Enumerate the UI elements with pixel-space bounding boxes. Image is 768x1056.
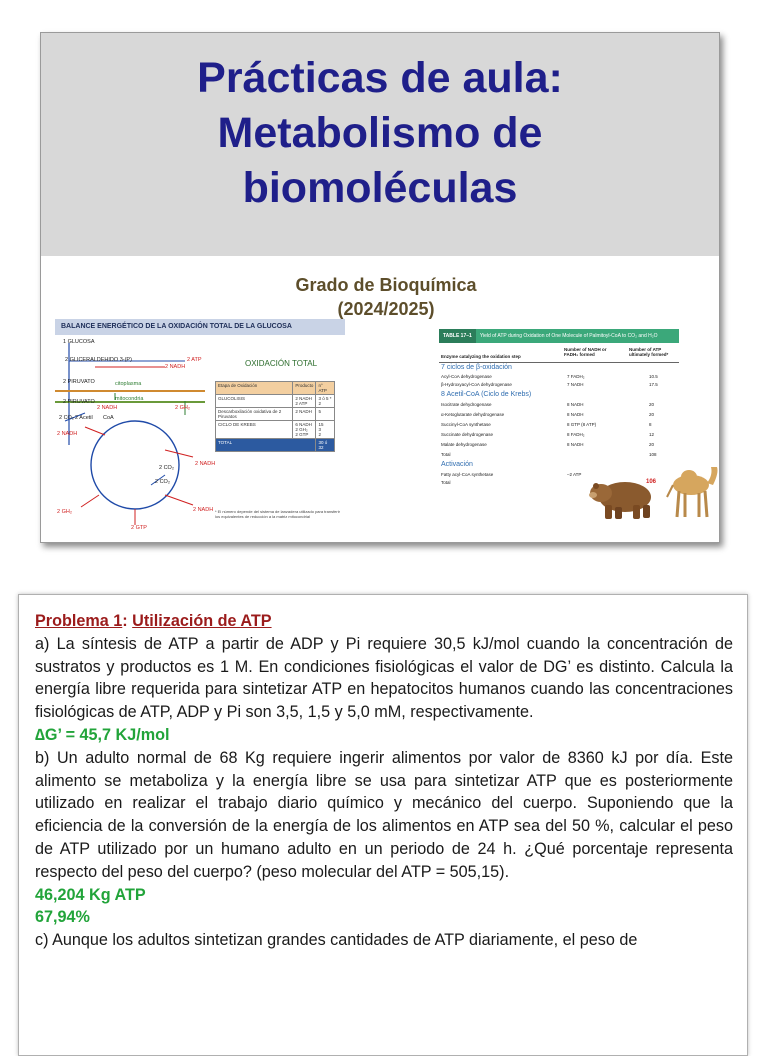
atp-section-activation: Activación (441, 461, 473, 468)
subtitle-line-1: Grado de Bioquímica (295, 275, 477, 295)
atp-row (439, 431, 679, 438)
camel-illustration (661, 463, 719, 519)
atp-cell: Total (441, 480, 451, 485)
atp-cell: Succinate dehydrogenase (441, 432, 494, 437)
oxidation-cell: 3 ó 5 * 2 (316, 395, 335, 408)
oxidation-cell: 5 (316, 408, 335, 421)
atp-cell: 8 FADH₂ (567, 432, 585, 437)
label-glyceraldehyde: 2 GLICERALDEHIDO 3-(P) (65, 357, 132, 363)
problem-text (35, 610, 733, 952)
label-nadh-5: 2 NADH (193, 507, 214, 513)
problem-box (18, 594, 748, 1056)
atp-cell: 7 NADH (567, 382, 584, 387)
title-slide (40, 32, 720, 543)
label-citoplasma: citoplasma (115, 381, 142, 387)
atp-cell: 10.5 (649, 374, 658, 379)
atp-cell: Isocitrate dehydrogenase (441, 402, 492, 407)
atp-cell: Acyl-CoA dehydrogenase (441, 374, 492, 379)
atp-row (439, 421, 679, 428)
oxidation-cell: 6 NADH 2 GH₂ 2 GTP (293, 421, 316, 439)
glucose-oxidation-diagram (55, 319, 345, 539)
label-acetyl: 2 Acetil (75, 415, 93, 421)
problem-answer-b-2: 67,94% (35, 908, 90, 927)
title-line-3: biomoléculas (242, 164, 518, 212)
atp-final-total: 106 (646, 479, 657, 485)
atp-row (439, 401, 679, 408)
oxidation-total-label: TOTAL (216, 439, 316, 452)
label-pyruvate-2: 2 PIRUVATO (63, 399, 95, 405)
atp-cell: 8 NADH (567, 442, 584, 447)
problem-part-b: b) Un adulto normal de 68 Kg requiere ingerir alimentos por valor de 8360 kJ por día. Este alimento se metaboliza y la energía libre se usa para sintetizar ATP que es posteriormente utilizado en realizar el trabajo diario químico y mecánico del cuerpo. Suponiendo que la eficiencia de la conversión de la energía de los alimentos en ATP sea del 50 %, calcular el peso de ATP utilizado por un humano adulto en un periodo de 24 h. ¿Qué porcentaje representa respecto del peso del cuerpo? (peso molecular del ATP = 505,15). (35, 748, 733, 881)
atp-cell: Malate dehydrogenase (441, 442, 487, 447)
label-nadh-3: 2 NADH (57, 431, 78, 437)
atp-cell: 108 (649, 452, 657, 457)
oxidation-total-value: 30 ó 32 (316, 439, 335, 452)
label-nadh-2: 2 NADH (97, 405, 118, 411)
oxidation-cell: GLUCOLISIS (216, 395, 293, 408)
atp-col-atp: Number of ATP ultimately formed* (629, 347, 669, 357)
title-line-2: Metabolismo de (217, 109, 543, 157)
oxidation-cell: 15 3 2 (316, 421, 335, 439)
atp-cell: α-Ketoglutarate dehydrogenase (441, 412, 505, 417)
label-atp: 2 ATP (187, 357, 202, 363)
oxidation-header-atp: n° ATP (316, 382, 335, 395)
atp-cell: 12 (649, 432, 655, 437)
oxidation-table (215, 381, 335, 452)
label-fadh2: 2 GH₂ (175, 405, 190, 411)
atp-cell: Succinyl-CoA synthetase (441, 422, 491, 427)
atp-cell: 20 (649, 442, 655, 447)
label-co2-c: 2 CO₂ (155, 479, 170, 485)
atp-cell: 8 GTP (8 ATP) (567, 422, 597, 427)
atp-cell: 17.5 (649, 382, 658, 387)
atp-table-tag: TABLE 17–1 (439, 329, 476, 343)
label-co2-b: 2 CO₂ (159, 465, 174, 471)
atp-row (439, 411, 679, 418)
atp-cell: –2 ATP (567, 472, 582, 477)
atp-row (439, 373, 679, 380)
diagram-title: BALANCE ENERGÉTICO DE LA OXIDACIÓN TOTAL DE LA GLUCOSA (55, 319, 345, 335)
problem-part-c: c) Aunque los adultos sintetizan grandes cantidades de ATP diariamente, el peso de (35, 931, 638, 950)
atp-cell: 8 NADH (567, 412, 584, 417)
label-co2: 2 CO₂ (59, 415, 74, 421)
label-mitocondria: mitocondria (115, 396, 144, 402)
problem-answer-a: ∆G’ = 45,7 KJ/mol (35, 725, 170, 744)
atp-row (439, 451, 679, 458)
atp-rule (439, 362, 679, 363)
oxidation-header-stage: Etapa de Oxidación (216, 382, 293, 395)
atp-row (439, 381, 679, 388)
problem-part-a: a) La síntesis de ATP a partir de ADP y Pi requiere 30,5 kJ/mol cuando la concentración de sustratos y productos es 1 M. En condiciones fisiológicas el valor de DG’ es distinto. Calcula la energía libre requerida para sintetizar ATP en hepatocitos humanos cuando las concentraciones fisiológicas de ATP, ADP y Pi son 3,5, 1,5 y 5,0 mM, respectivamente. (35, 634, 733, 722)
problem-title: Utilización de ATP (132, 612, 272, 630)
atp-cell: 8 (649, 422, 652, 427)
slide-title (41, 51, 719, 216)
atp-section-beta: 7 ciclos de β-oxidación (441, 364, 512, 371)
label-fadh2-2: 2 GH₂ (57, 509, 72, 515)
problem-number: Problema 1 (35, 612, 123, 630)
label-nadh: 2 NADH (165, 364, 186, 370)
problem-heading (35, 610, 733, 633)
atp-cell: 20 (649, 402, 655, 407)
oxidation-note: * El número depende del sistema de lanzadera utilizado para transferir los equivalentes de reducción a la matriz mitocondrial (215, 509, 340, 519)
oxidation-total-heading: OXIDACIÓN TOTAL (245, 359, 318, 368)
oxidation-cell: Descarboxilación oxidativa de 2 Piruvatos (216, 408, 293, 421)
atp-cell: β-Hydroxyacyl-CoA dehydrogenase (441, 382, 512, 387)
label-gtp: 2 GTP (131, 525, 147, 531)
atp-cell: Fatty acyl-CoA synthetase (441, 472, 494, 477)
atp-col-enzyme: Enzyme catalyzing the oxidation step (441, 354, 521, 359)
label-glucosa: 1 GLUCOSA (63, 339, 95, 345)
title-line-1: Prácticas de aula: (197, 54, 563, 102)
atp-col-nadh: Number of NADH or FADH₂ formed (564, 347, 607, 357)
problem-heading-sep: : (122, 612, 133, 630)
label-coa: CoA (103, 415, 114, 421)
atp-table-header (439, 329, 679, 343)
bear-illustration (589, 471, 657, 521)
label-pyruvate: 2 PIRUVATO (63, 379, 95, 385)
atp-cell: 7 FADH₂ (567, 374, 585, 379)
atp-cell: 20 (649, 412, 655, 417)
atp-cell: Total (441, 452, 451, 457)
oxidation-header-product: Producto (293, 382, 316, 395)
problem-answer-b-1: 46,204 Kg ATP (35, 885, 146, 904)
atp-table-title: Yield of ATP during Oxidation of One Molecule of Palmitoyl-CoA to CO₂ and H₂O (479, 333, 658, 339)
slide-subtitle (41, 273, 720, 321)
atp-row (439, 441, 679, 448)
label-nadh-4: 2 NADH (195, 461, 216, 467)
atp-cell: 8 NADH (567, 402, 584, 407)
oxidation-cell: CICLO DE KREBS (216, 421, 293, 439)
oxidation-cell: 2 NADH (293, 408, 316, 421)
oxidation-cell: 2 NADH 2 ATP (293, 395, 316, 408)
subtitle-line-2: (2024/2025) (337, 299, 435, 319)
atp-section-krebs: 8 Acetil-CoA (Ciclo de Krebs) (441, 391, 532, 398)
